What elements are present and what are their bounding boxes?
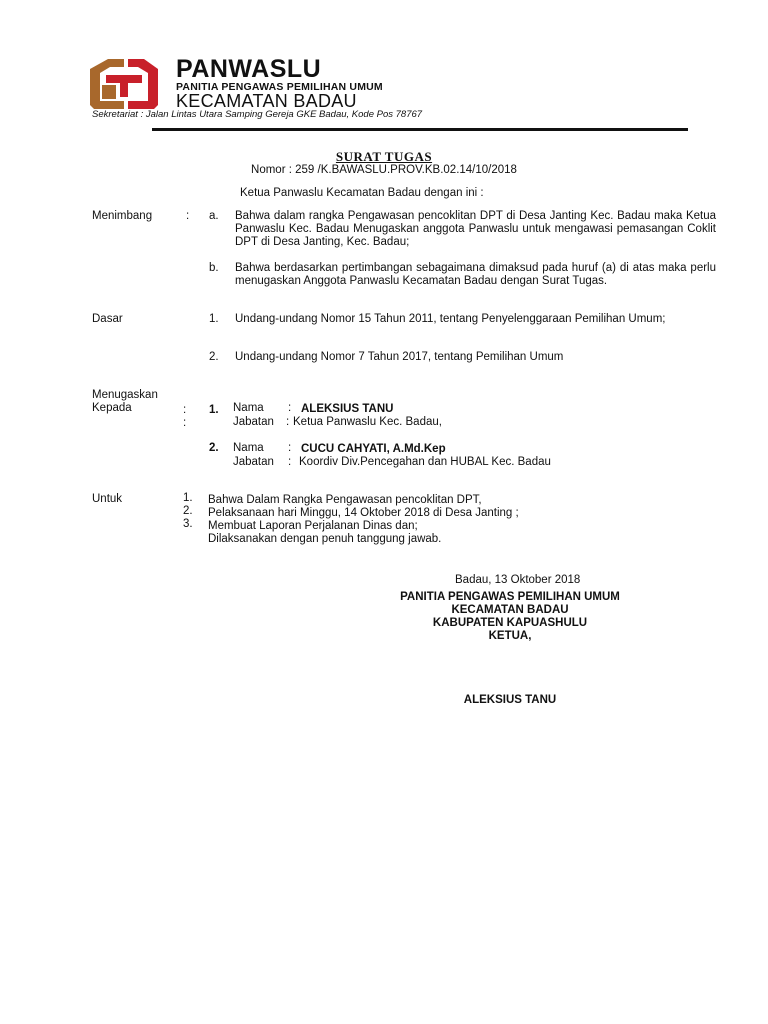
menimbang-b-marker: b.: [209, 262, 219, 274]
person-1-jabatan-label: Jabatan: [233, 416, 274, 428]
signature-org-line-2: KECAMATAN BADAU: [451, 604, 569, 616]
signature-role: KETUA,: [488, 630, 532, 642]
menimbang-a-text: Bahwa dalam rangka Pengawasan pencoklitan DPT di Desa Janting Kec. Badau maka Ketua Panwaslu Kec. Badau Menugaskan anggota Panwaslu untuk mengawasi pemasangan Coklit DPT di Desa Janting, Kec. Badau;: [235, 210, 716, 248]
person-2-jabatan-label: Jabatan: [233, 456, 274, 468]
person-2-nama-label: Nama: [233, 442, 264, 454]
menimbang-a-marker: a.: [209, 210, 219, 222]
untuk-line-3: Membuat Laporan Perjalanan Dinas dan;: [208, 520, 418, 532]
dasar-2-text: Undang-undang Nomor 7 Tahun 2017, tentang Pemilihan Umum: [235, 351, 564, 363]
dasar-2-marker: 2.: [209, 351, 219, 363]
menugaskan-label: Menugaskan: [92, 389, 158, 401]
person-1-nama-label: Nama: [233, 402, 264, 414]
dasar-1-marker: 1.: [209, 313, 219, 325]
kepada-label: Kepada: [92, 402, 132, 414]
intro-line: Ketua Panwaslu Kecamatan Badau dengan ini :: [240, 187, 484, 199]
untuk-line-2: Pelaksanaan hari Minggu, 14 Oktober 2018 di Desa Janting ;: [208, 507, 519, 519]
untuk-label: Untuk: [92, 493, 123, 505]
org-name: PANWASLU: [176, 55, 322, 83]
person-1-name: ALEKSIUS TANU: [301, 403, 394, 415]
org-subtitle: KECAMATAN BADAU: [176, 91, 357, 111]
person-2-jabatan: Koordiv Div.Pencegahan dan HUBAL Kec. Badau: [299, 456, 551, 468]
untuk-line-1: Bahwa Dalam Rangka Pengawasan pencoklitan DPT,: [208, 494, 482, 506]
person-2-sep2: :: [288, 456, 292, 468]
signature-date: Badau, 13 Oktober 2018: [455, 574, 581, 586]
org-full-name: PANITIA PENGAWAS PEMILIHAN UMUM: [176, 81, 383, 93]
person-2-sep1: :: [288, 442, 292, 454]
person-1-jabatan: Ketua Panwaslu Kec. Badau,: [293, 416, 442, 428]
untuk-marker-3: 3.: [183, 518, 193, 530]
untuk-line-4: Dilaksanakan dengan penuh tanggung jawab.: [208, 533, 442, 545]
menimbang-b-text: Bahwa berdasarkan pertimbangan sebagaimana dimaksud pada huruf (a) di atas maka perlu menugaskan Anggota Panwaslu Kecamatan Badau dengan Surat Tugas.: [235, 262, 716, 287]
person-1-sep2: :: [286, 416, 290, 428]
untuk-marker-2: 2.: [183, 505, 193, 517]
menugaskan-colon-2: :: [183, 417, 187, 429]
signature-org-line-1: PANITIA PENGAWAS PEMILIHAN UMUM: [400, 591, 620, 603]
menugaskan-colon-1: :: [183, 404, 187, 416]
dasar-label: Dasar: [92, 313, 123, 325]
person-1-marker: 1.: [209, 404, 219, 416]
signature-org-line-3: KABUPATEN KAPUASHULU: [432, 617, 588, 629]
person-1-sep1: :: [288, 402, 292, 414]
dasar-1-text: Undang-undang Nomor 15 Tahun 2011, tentang Penyelenggaraan Pemilihan Umum;: [235, 313, 666, 325]
menimbang-label: Menimbang: [92, 210, 153, 222]
secretariat-address: Sekretariat : Jalan Lintas Utara Samping Gereja GKE Badau, Kode Pos 78767: [92, 109, 423, 120]
signatory-name: ALEKSIUS TANU: [463, 694, 557, 706]
menimbang-colon: :: [186, 210, 190, 222]
person-2-marker: 2.: [209, 442, 219, 454]
document-number: Nomor : 259 /K.BAWASLU.PROV.KB.02.14/10/2018: [251, 164, 517, 176]
header-divider: [152, 128, 688, 131]
person-2-name: CUCU CAHYATI, A.Md.Kep: [301, 443, 446, 455]
panwaslu-logo-icon: [88, 55, 160, 111]
untuk-marker-1: 1.: [183, 492, 193, 504]
document-title: SURAT TUGAS: [335, 149, 433, 164]
